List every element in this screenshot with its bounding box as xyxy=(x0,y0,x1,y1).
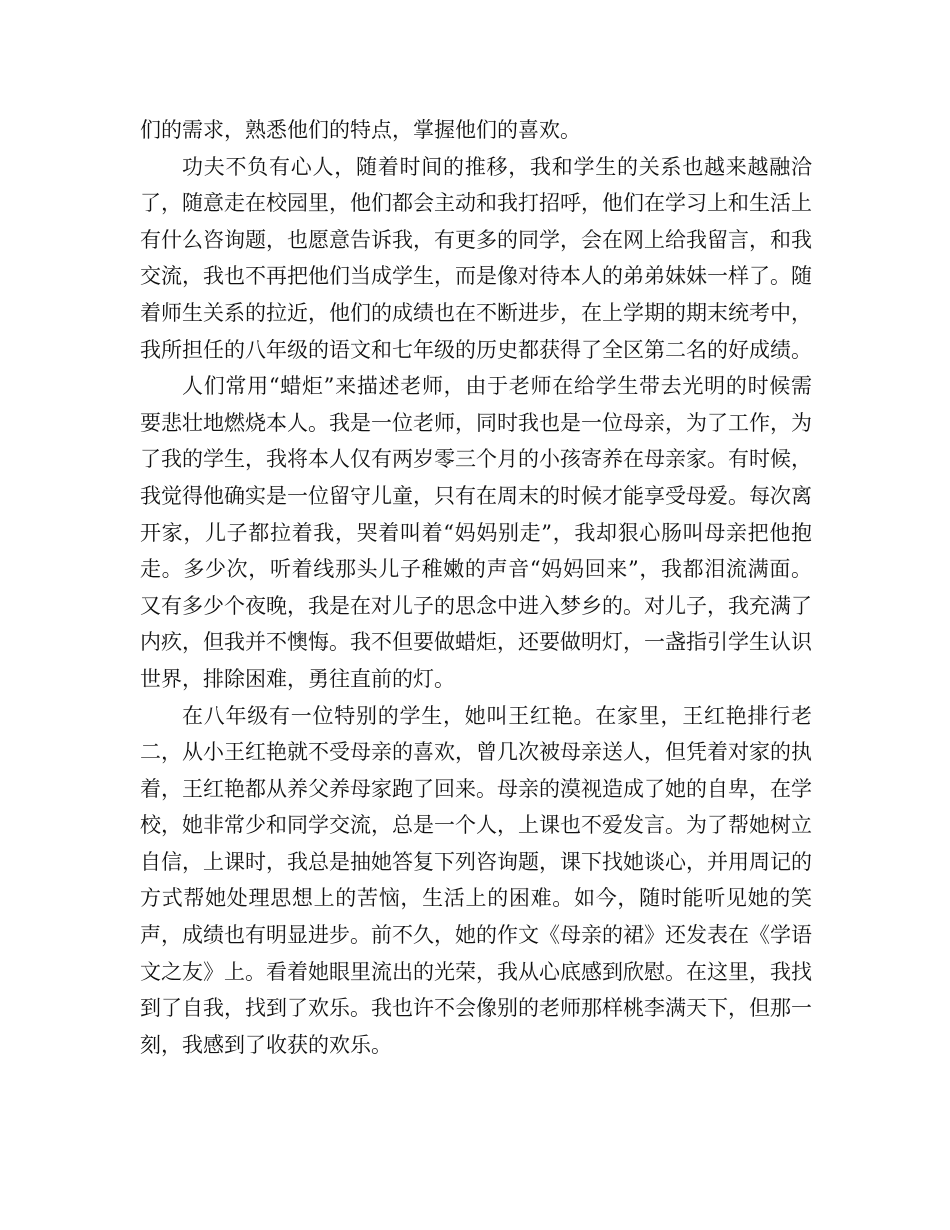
paragraph-candle: 人们常用“蜡炬”来描述老师，由于老师在给学生带去光明的时候需要悲壮地燃烧本人。我是一位老师，同时我也是一位母亲，为了工作，为了我的学生，我将本人仅有两岁零三个月的小孩寄养在母亲家。有时候，我觉得他确实是一位留守儿童，只有在周末的时候才能享受母爱。每次离开家，儿子都拉着我，哭着叫着“妈妈别走”，我却狠心肠叫母亲把他抱走。多少次，听着线那头儿子稚嫩的声音“妈妈回来”，我都泪流满面。又有多少个夜晚，我是在对儿子的思念中进入梦乡的。对儿子，我充满了内疚，但我并不懊悔。我不但要做蜡炬，还要做明灯，一盏指引学生认识世界，排除困难，勇往直前的灯。 xyxy=(140,374,812,691)
paragraph-continuation: 们的需求，熟悉他们的特点，掌握他们的喜欢。 xyxy=(140,118,581,142)
paragraph-special-student: 在八年级有一位特别的学生，她叫王红艳。在家里，王红艳排行老二，从小王红艳就不受母亲的喜欢，曾几次被母亲送人，但凭着对家的执着，王红艳都从养父养母家跑了回来。母亲的漠视造成了她的自卑，在学校，她非常少和同学交流，总是一个人，上课也不爱发言。为了帮她树立自信，上课时，我总是抽她答复下列咨询题，课下找她谈心，并用周记的方式帮她处理思想上的苦恼，生活上的困难。如今，随时能听见她的笑声，成绩也有明显进步。前不久，她的作文《母亲的裙》还发表在《学语文之友》上。看着她眼里流出的光荣，我从心底感到欣慰。在这里，我找到了自我，找到了欢乐。我也许不会像别的老师那样桃李满天下，但那一刻，我感到了收获的欢乐。 xyxy=(140,703,812,1057)
paragraph-relationship: 功夫不负有心人，随着时间的推移，我和学生的关系也越来越融洽了，随意走在校园里，他们都会主动和我打招呼，他们在学习上和生活上有什么咨询题，也愿意告诉我，有更多的同学，会在网上给我留言，和我交流，我也不再把他们当成学生，而是像对待本人的弟弟妹妹一样了。随着师生关系的拉近，他们的成绩也在不断进步，在上学期的期末统考中，我所担任的八年级的语文和七年级的历史都获得了全区第二名的好成绩。 xyxy=(140,154,812,362)
document-body xyxy=(140,112,812,1063)
